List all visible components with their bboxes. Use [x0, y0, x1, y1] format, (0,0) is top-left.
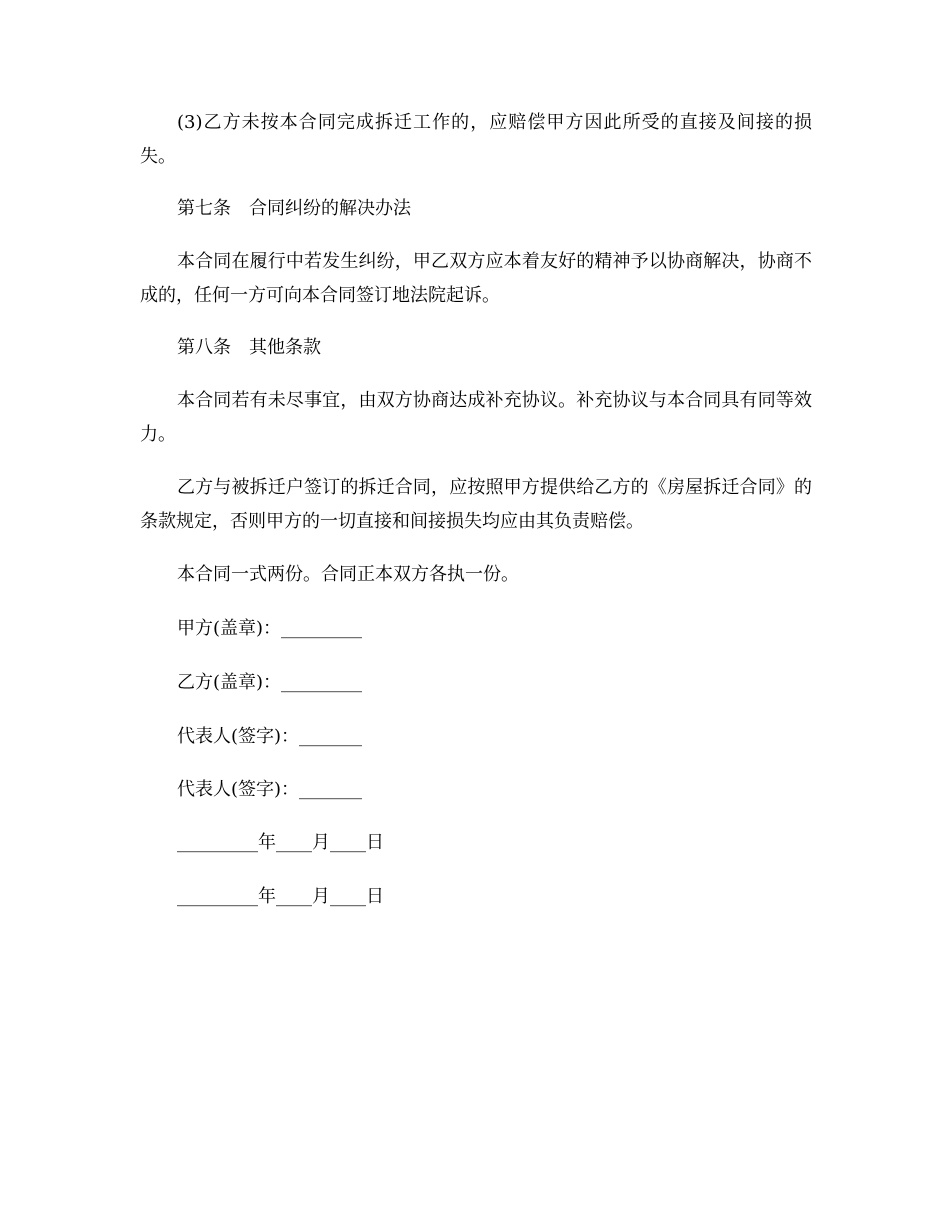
signature-date-a: _________年____月____日: [177, 832, 384, 853]
signature-representative-b: 代表人(签字)：_______: [177, 779, 363, 800]
article-heading-8: 第八条 其他条款: [177, 337, 321, 358]
article-heading-7: 第七条 合同纠纷的解决办法: [177, 198, 411, 219]
signature-party-a: 甲方(盖章)：_________: [177, 618, 363, 639]
signature-party-b: 乙方(盖章)：_________: [177, 672, 363, 693]
clause-paragraph-copies: 本合同一式两份。合同正本双方各执一份。: [177, 564, 519, 585]
signature-date-b: _________年____月____日: [177, 886, 384, 907]
clause-paragraph-compensation: (3)乙方未按本合同完成拆迁工作的，应赔偿甲方因此所受的直接及间接的损失。: [140, 112, 812, 167]
clause-paragraph-dispute: 本合同在履行中若发生纠纷，甲乙双方应本着友好的精神予以协商解决，协商不成的，任何一方可向本合同签订地法院起诉。: [140, 251, 812, 306]
clause-paragraph-supplement: 本合同若有未尽事宜，由双方协商达成补充协议。补充协议与本合同具有同等效力。: [140, 390, 812, 445]
signature-representative-a: 代表人(签字)：_______: [177, 726, 363, 747]
clause-paragraph-liability: 乙方与被拆迁户签订的拆迁合同，应按照甲方提供给乙方的《房屋拆迁合同》的条款规定，否则甲方的一切直接和间接损失均应由其负责赔偿。: [140, 477, 812, 532]
